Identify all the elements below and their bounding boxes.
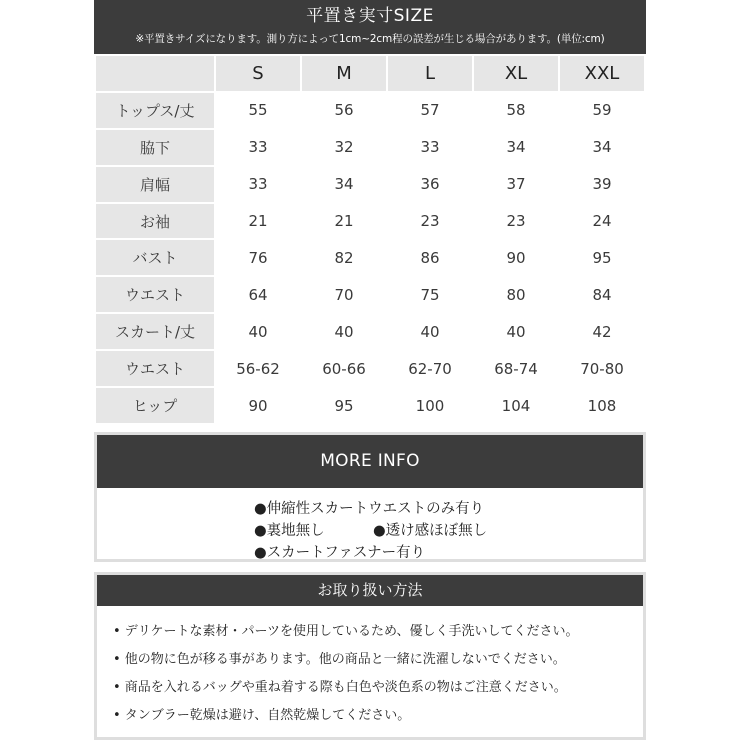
size-cell: 34 (559, 129, 645, 166)
size-row-label: 肩幅 (95, 166, 215, 203)
size-row-label: ヒップ (95, 387, 215, 424)
size-cell: 75 (387, 276, 473, 313)
care-item: • デリケートな素材・パーツを使用しているため、優しく手洗いしてください。 (113, 624, 579, 639)
size-cell: 37 (473, 166, 559, 203)
size-cell: 32 (301, 129, 387, 166)
size-cell: 100 (387, 387, 473, 424)
size-row (95, 129, 645, 166)
size-chart-note: ※平置きサイズになります。測り方によって1cm~2cm程の誤差が生じる場合があります。(単位:cm) (135, 33, 605, 45)
size-cell: 59 (559, 92, 645, 129)
size-cell: 70 (301, 276, 387, 313)
size-cell: 33 (215, 166, 301, 203)
size-cell: 90 (215, 387, 301, 424)
size-cell: 21 (215, 203, 301, 240)
size-cell: 36 (387, 166, 473, 203)
size-cell: 58 (473, 92, 559, 129)
size-header-l: L (387, 55, 473, 92)
size-row (95, 203, 645, 240)
size-cell: 76 (215, 239, 301, 276)
size-row-label: ウエスト (95, 276, 215, 313)
size-cell: 104 (473, 387, 559, 424)
size-cell: 70-80 (559, 350, 645, 387)
size-cell: 23 (473, 203, 559, 240)
size-cell: 55 (215, 92, 301, 129)
more-info-title: MORE INFO (97, 435, 643, 488)
size-header-m: M (301, 55, 387, 92)
size-header-row (95, 55, 645, 92)
size-cell: 57 (387, 92, 473, 129)
more-info-item: ●伸縮性スカートウエストのみ有り (254, 501, 485, 517)
size-cell: 40 (473, 313, 559, 350)
size-cell: 90 (473, 239, 559, 276)
more-info-box (94, 432, 646, 562)
size-cell: 60-66 (301, 350, 387, 387)
size-row-label: スカート/丈 (95, 313, 215, 350)
size-cell: 80 (473, 276, 559, 313)
size-row (95, 350, 645, 387)
size-row (95, 92, 645, 129)
size-row (95, 239, 645, 276)
care-box (94, 572, 646, 740)
size-cell: 95 (559, 239, 645, 276)
size-row-label: お袖 (95, 203, 215, 240)
size-cell: 39 (559, 166, 645, 203)
size-cell: 56 (301, 92, 387, 129)
size-cell: 86 (387, 239, 473, 276)
size-header-corner (95, 55, 215, 92)
more-info-item: ●裏地無し (254, 523, 325, 539)
size-row-label: バスト (95, 239, 215, 276)
size-header-xl: XL (473, 55, 559, 92)
size-table (94, 54, 646, 425)
care-item: • 他の物に色が移る事があります。他の商品と一緒に洗濯しないでください。 (113, 652, 566, 667)
size-header-xxl: XXL (559, 55, 645, 92)
size-row (95, 313, 645, 350)
size-row (95, 387, 645, 424)
care-title: お取り扱い方法 (97, 575, 643, 606)
size-cell: 40 (301, 313, 387, 350)
size-row (95, 166, 645, 203)
size-chart-header (94, 0, 646, 54)
size-cell: 82 (301, 239, 387, 276)
size-cell: 40 (215, 313, 301, 350)
size-cell: 34 (301, 166, 387, 203)
size-cell: 68-74 (473, 350, 559, 387)
care-list (97, 606, 643, 737)
care-item: • 商品を入れるバッグや重ね着する際も白色や淡色系の物はご注意ください。 (113, 680, 567, 695)
size-chart-title: 平置き実寸SIZE (306, 6, 434, 26)
size-cell: 108 (559, 387, 645, 424)
size-row-label: ウエスト (95, 350, 215, 387)
size-row (95, 276, 645, 313)
size-cell: 23 (387, 203, 473, 240)
size-cell: 40 (387, 313, 473, 350)
size-cell: 21 (301, 203, 387, 240)
size-cell: 33 (215, 129, 301, 166)
size-cell: 84 (559, 276, 645, 313)
size-cell: 33 (387, 129, 473, 166)
size-cell: 34 (473, 129, 559, 166)
size-table-body (95, 55, 645, 424)
size-cell: 24 (559, 203, 645, 240)
more-info-list (97, 488, 643, 559)
size-cell: 62-70 (387, 350, 473, 387)
more-info-item: ●透け感ほぼ無し (373, 523, 488, 539)
size-cell: 42 (559, 313, 645, 350)
size-cell: 64 (215, 276, 301, 313)
size-header-s: S (215, 55, 301, 92)
more-info-item: ●スカートファスナー有り (254, 545, 426, 561)
size-row-label: 脇下 (95, 129, 215, 166)
size-cell: 95 (301, 387, 387, 424)
care-item: • タンブラー乾燥は避け、自然乾燥してください。 (113, 708, 411, 723)
size-cell: 56-62 (215, 350, 301, 387)
size-row-label: トップス/丈 (95, 92, 215, 129)
